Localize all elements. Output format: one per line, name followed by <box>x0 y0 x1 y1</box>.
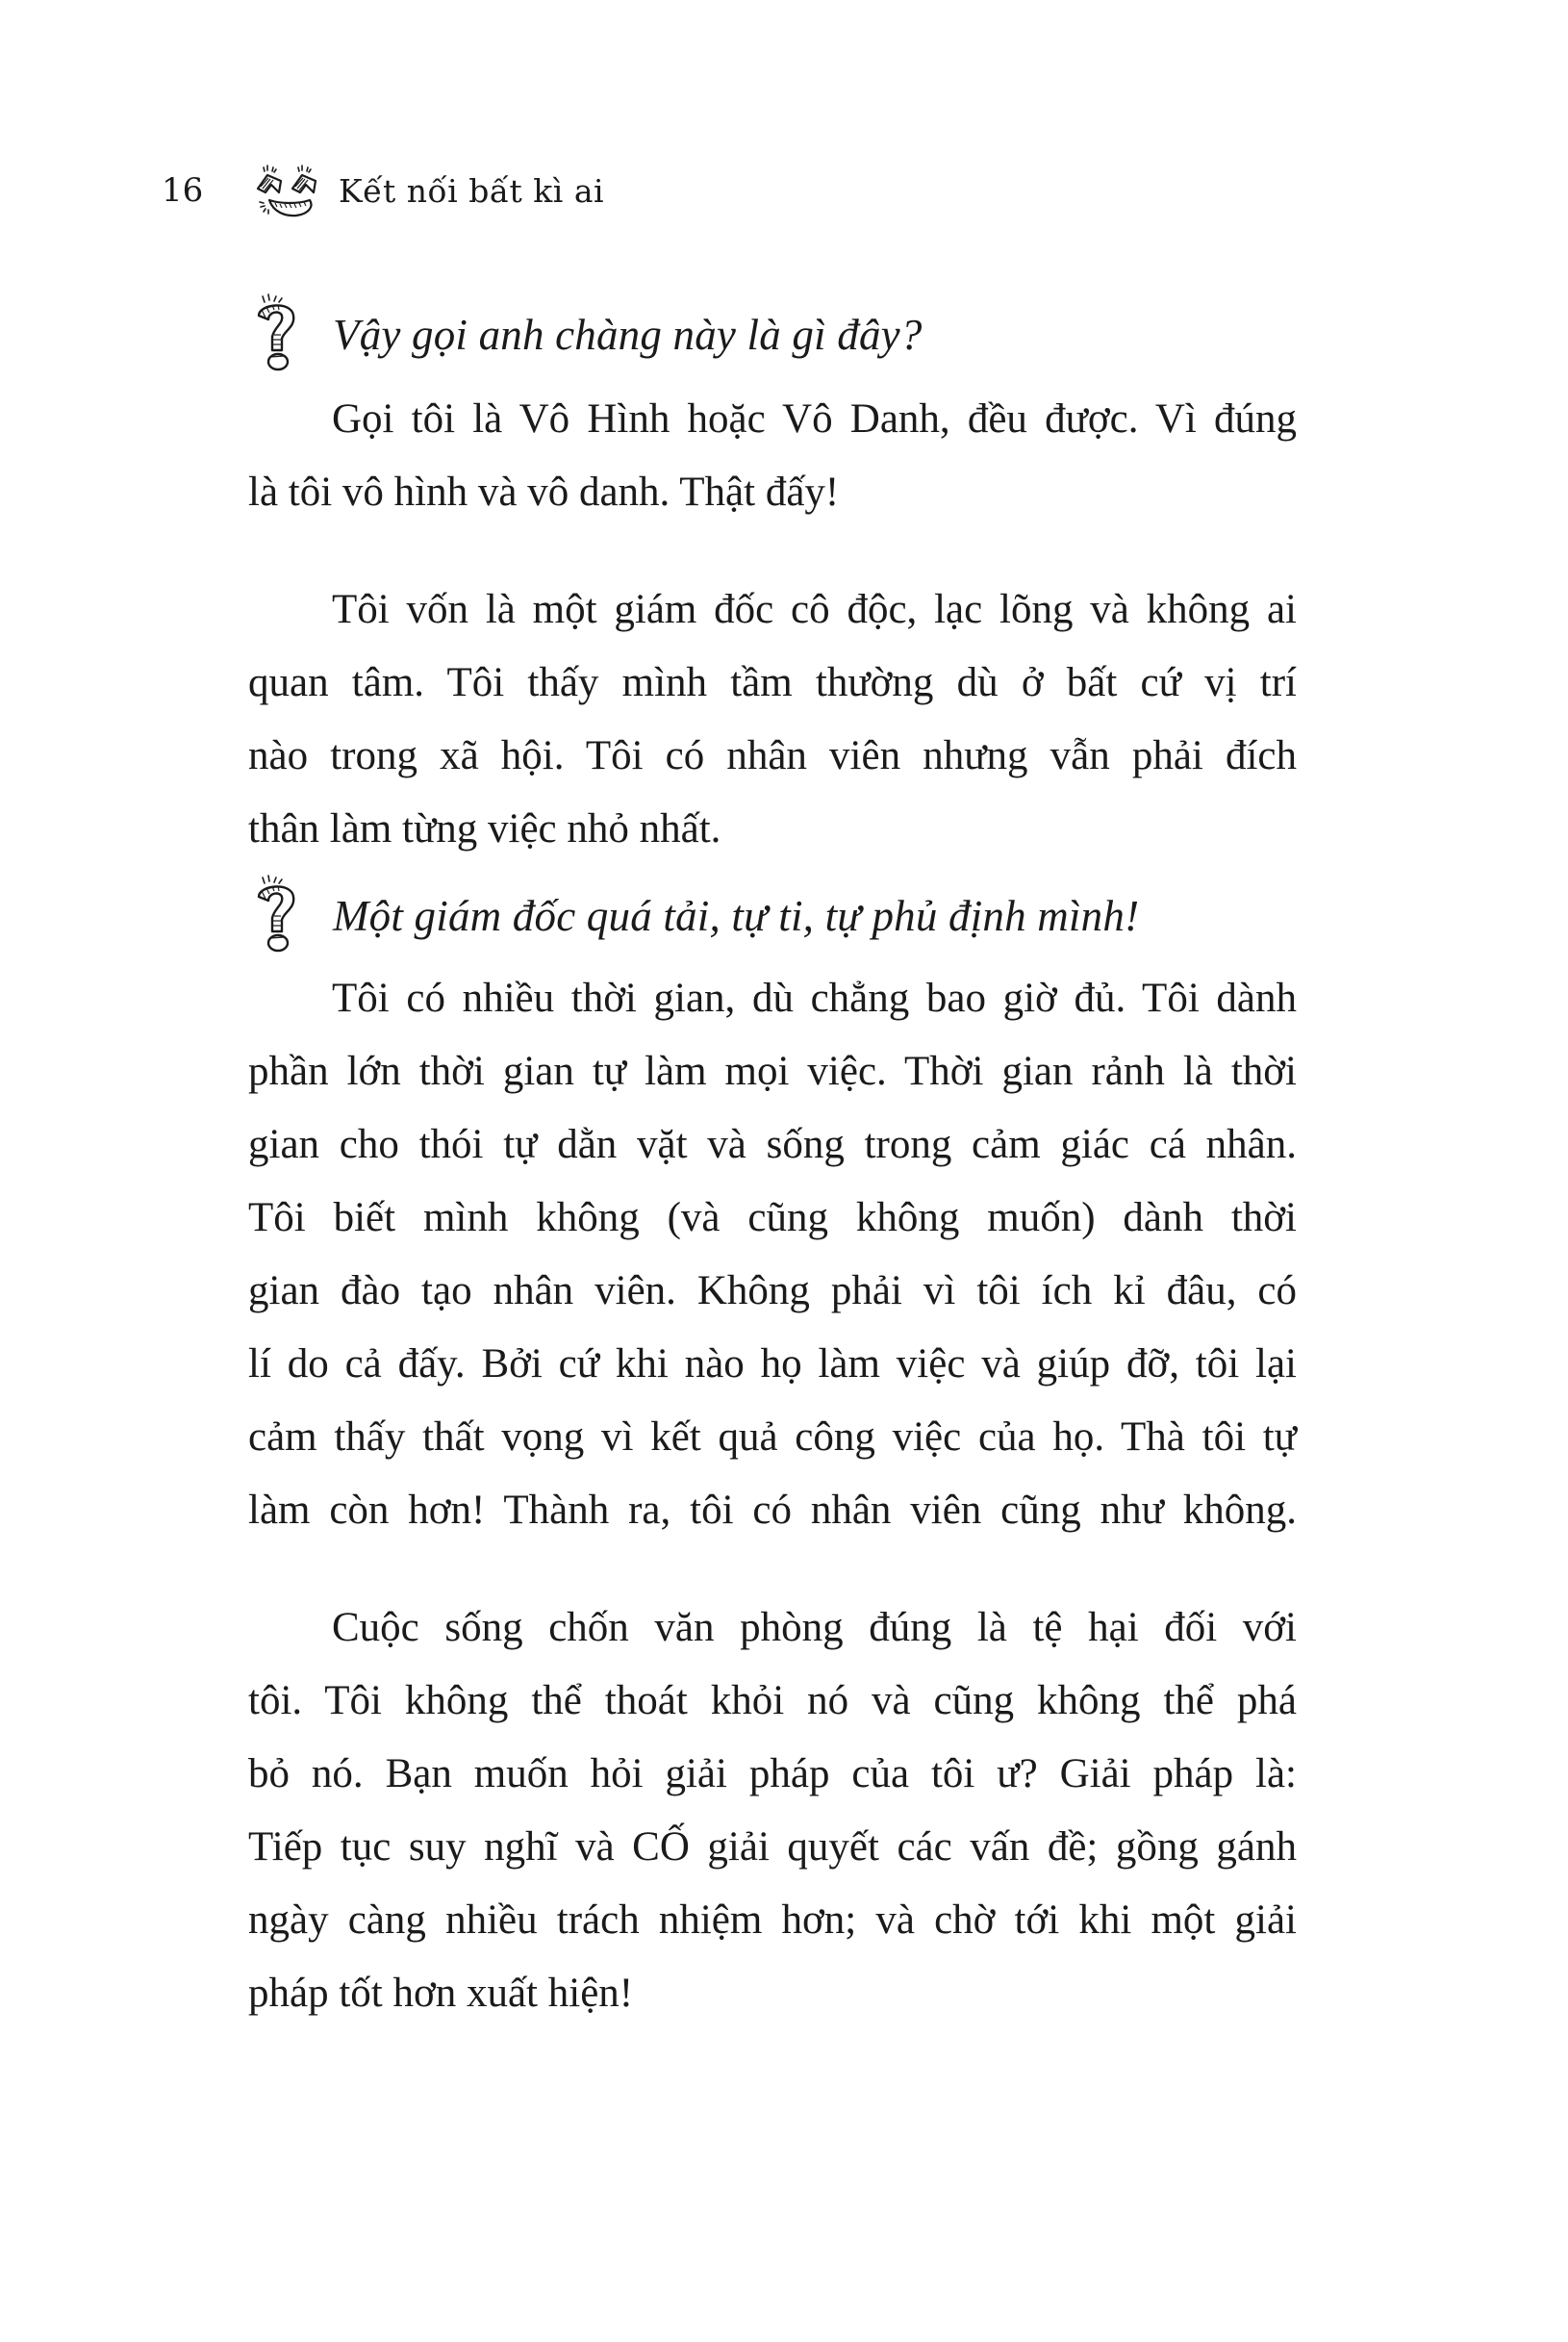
paragraph <box>248 383 1297 529</box>
text-line: nào trong xã hội. Tôi có nhân viên nhưng vẫn phải đích <box>248 733 1297 778</box>
text-line: gian đào tạo nhân viên. Không phải vì tôi ích kỉ đâu, có <box>248 1268 1297 1313</box>
question-mark-icon <box>253 874 305 955</box>
text-line: Tôi biết mình không (và cũng không muốn) dành thời <box>248 1195 1297 1240</box>
text-line: gian cho thói tự dằn vặt và sống trong cảm giác cá nhân. <box>248 1122 1297 1167</box>
text-line: bỏ nó. Bạn muốn hỏi giải pháp của tôi ư? Giải pháp là: <box>248 1751 1297 1796</box>
question-callout <box>248 870 1297 958</box>
paragraph <box>248 962 1297 1547</box>
text-line: pháp tốt hơn xuất hiện! <box>248 1971 634 2016</box>
running-title: Kết nối bất kì ai <box>339 171 605 210</box>
paragraph <box>248 573 1297 866</box>
text-line: phần lớn thời gian tự làm mọi việc. Thời gian rảnh là thời <box>248 1049 1297 1094</box>
question-callout <box>248 289 1297 377</box>
text-line: thân làm từng việc nhỏ nhất. <box>248 806 721 852</box>
page-number: 16 <box>162 171 204 210</box>
text-line: ngày càng nhiều trách nhiệm hơn; và chờ tới khi một giải <box>248 1897 1297 1943</box>
text-line: quan tâm. Tôi thấy mình tầm thường dù ở bất cứ vị trí <box>248 660 1297 705</box>
text-line: Cuộc sống chốn văn phòng đúng là tệ hại đối với <box>332 1605 1297 1650</box>
page-header <box>162 162 604 219</box>
question-mark-icon <box>253 293 305 373</box>
text-line: là tôi vô hình và vô danh. Thật đấy! <box>248 470 840 515</box>
text-line: Tôi vốn là một giám đốc cô độc, lạc lõng và không ai <box>332 587 1297 632</box>
paragraph <box>248 1591 1297 2030</box>
question-text: Vậy gọi anh chàng này là gì đây? <box>333 311 923 359</box>
question-text: Một giám đốc quá tải, tự ti, tự phủ định mình! <box>333 892 1140 940</box>
text-line: Tôi có nhiều thời gian, dù chẳng bao giờ đủ. Tôi dành <box>332 976 1297 1021</box>
text-line: Gọi tôi là Vô Hình hoặc Vô Danh, đều được. Vì đúng <box>332 396 1297 442</box>
smiling-face-icon <box>254 162 325 219</box>
text-line: cảm thấy thất vọng vì kết quả công việc của họ. Thà tôi tự <box>248 1414 1297 1460</box>
text-line: lí do cả đấy. Bởi cứ khi nào họ làm việc và giúp đỡ, tôi lại <box>248 1341 1297 1387</box>
text-line: Tiếp tục suy nghĩ và CỐ giải quyết các vấn đề; gồng gánh <box>248 1824 1297 1870</box>
page-body <box>248 289 1297 2030</box>
text-line: làm còn hơn! Thành ra, tôi có nhân viên cũng như không. <box>248 1488 1297 1533</box>
text-line: tôi. Tôi không thể thoát khỏi nó và cũng không thể phá <box>248 1678 1297 1723</box>
